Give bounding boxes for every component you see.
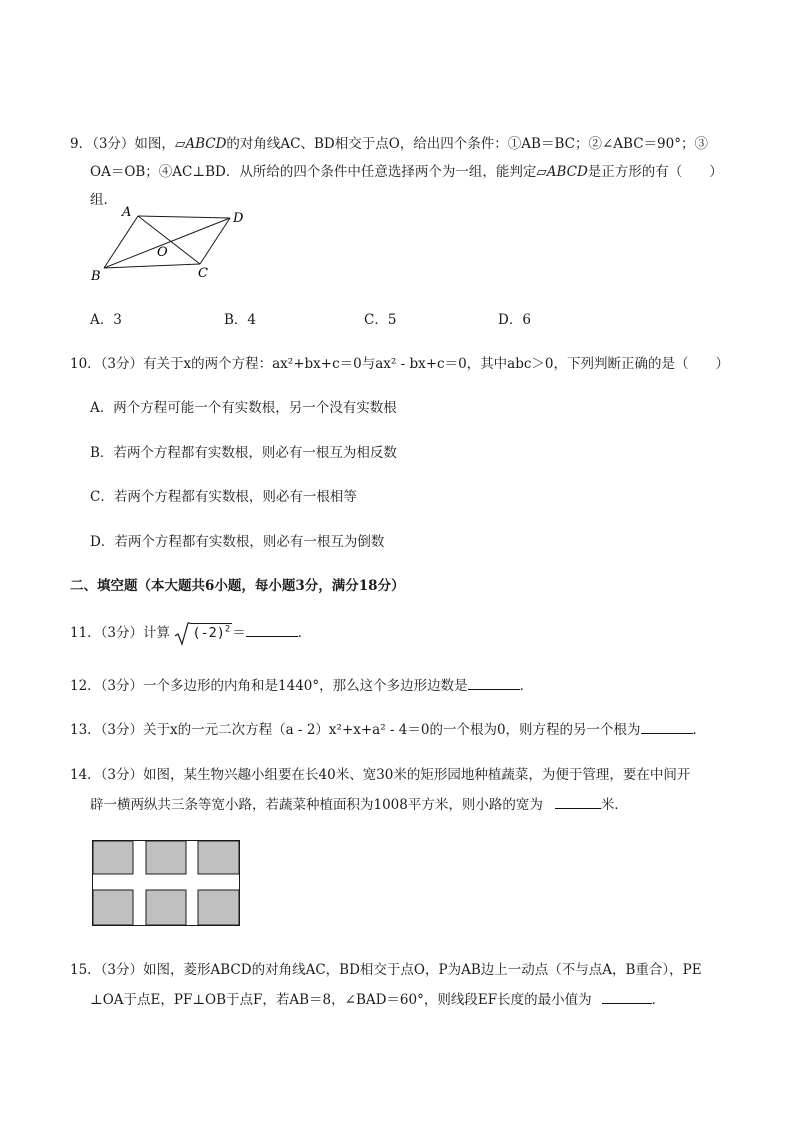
diagonal-AC	[138, 216, 200, 264]
diagonal-BD	[104, 218, 230, 268]
answer-blank-15[interactable]	[602, 989, 652, 1004]
q12: 12．（3分）一个多边形的内角和是1440°，那么这个多边形边数是 ．	[70, 674, 533, 694]
q9-line2: OA＝OB；④AC⊥BD．从所给的四个条件中任意选择两个为一组，能判定▱ABCD是正方形的有（ ）	[90, 164, 723, 180]
q10-option-c: C．若两个方程都有实数根，则必有一根相等	[90, 489, 357, 505]
q10-option-b: B．若两个方程都有实数根，则必有一根互为相反数	[90, 445, 397, 461]
plot-top-left	[93, 841, 133, 874]
q11: 11．（3分）计算 $(-2)^2$ ＝ ．	[70, 621, 311, 646]
label-C: C	[198, 266, 208, 281]
plot-top-middle	[146, 841, 186, 874]
q9-option-d: D．6	[498, 312, 531, 328]
radical-sign-icon	[174, 622, 190, 646]
label-D: D	[233, 211, 244, 226]
answer-blank-13[interactable]	[641, 719, 693, 734]
parallelogram-label-2: ▱ABCD	[536, 164, 588, 180]
plot-bottom-right	[198, 890, 239, 925]
q15-line1: 15．（3分）如图，菱形ABCD的对角线AC，BD相交于点O，P为AB边上一动点（不与点A，B重合），PE	[70, 962, 702, 978]
parallelogram-figure	[86, 204, 256, 284]
q9-line1: 9．（3分）如图，▱ABCD的对角线AC、BD相交于点O，给出四个条件：①AB＝BC；②∠ABC＝90°；③	[70, 136, 708, 152]
q13: 13．（3分）关于x的一元二次方程（a - 2）x²+x+a² - 4＝0的一个根为0，则方程的另一个根为 ．	[70, 718, 706, 738]
label-B: B	[91, 269, 101, 284]
answer-blank-11[interactable]	[246, 622, 298, 637]
side-AB	[104, 216, 138, 268]
sqrt-expression: $(-2)^2$	[174, 622, 232, 646]
plot-top-right	[198, 841, 239, 874]
parallelogram-label: ▱ABCD	[174, 136, 227, 152]
answer-blank-12[interactable]	[468, 675, 520, 690]
section-title-fill-blank: 二、填空题（本大题共6小题，每小题3分，满分18分）	[70, 578, 405, 594]
side-BC	[104, 264, 200, 268]
answer-blank-14[interactable]	[555, 794, 601, 809]
plot-bottom-middle	[146, 890, 186, 925]
plot-bottom-left	[93, 890, 133, 925]
q15-line2: ⊥OA于点E，PF⊥OB于点F，若AB＝8，∠BAD＝60°，则线段EF长度的最小值为 ．	[90, 988, 665, 1008]
q9-option-a: A．3	[90, 312, 122, 328]
garden-plot-figure	[92, 840, 240, 926]
label-O: O	[157, 245, 168, 260]
q9-line3: 组．	[90, 192, 117, 208]
q9-option-b: B．4	[224, 312, 257, 328]
q9-option-c: C．5	[364, 312, 397, 328]
q10-option-a: A．两个方程可能一个有实数根，另一个没有实数根	[90, 400, 397, 416]
q14-line1: 14．（3分）如图，某生物兴趣小组要在长40米、宽30米的矩形园地种植蔬菜，为便于管理，要在中间开	[70, 767, 691, 783]
side-DC	[200, 218, 230, 264]
label-A: A	[122, 205, 132, 220]
q10-option-d: D．若两个方程都有实数根，则必有一根互为倒数	[90, 534, 385, 550]
q14-line2: 辟一横两纵共三条等宽小路，若蔬菜种植面积为1008平方米，则小路的宽为 米．	[90, 793, 628, 813]
side-AD	[138, 216, 230, 218]
q10-stem: 10．（3分）有关于x的两个方程：ax²+bx+c＝0与ax² - bx+c＝0，其中abc＞0，下列判断正确的是（ ）	[70, 356, 730, 372]
